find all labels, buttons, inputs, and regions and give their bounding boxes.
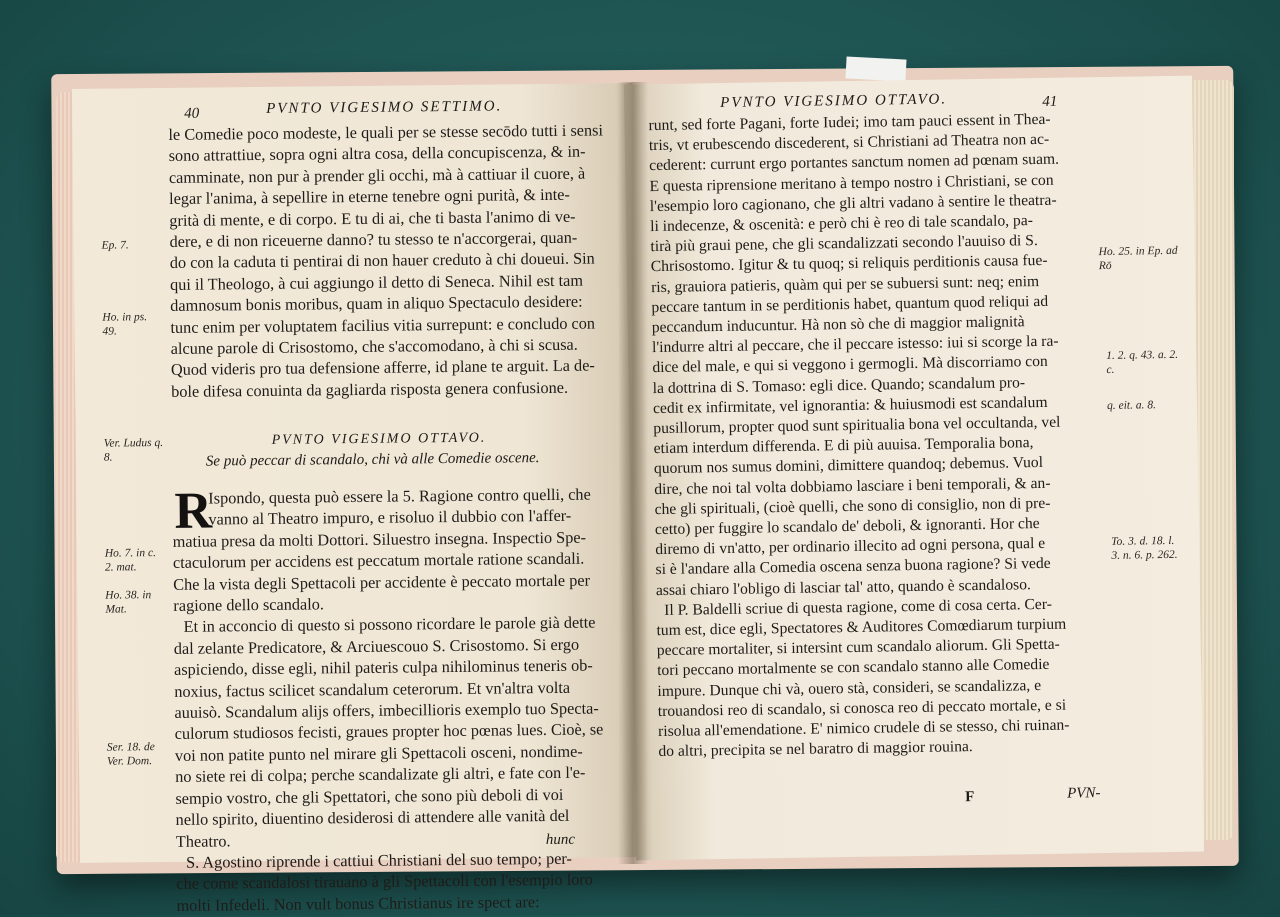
- text-line: Che la vista degli Spettacoli per accidente è peccato mortale per: [173, 570, 591, 594]
- text-line: dire, che noi tal volta dobbiamo lasciare i beni temporali, & an-: [654, 474, 1051, 498]
- text-line: tori peccano mortalmente se con scandalo stanno alle Comedie: [657, 656, 1050, 680]
- margin-note: Ser. 18. de Ver. Dom.: [106, 741, 155, 768]
- text-line: le Comedie poco modeste, le quali per se stesse secōdo tutti i sensi: [168, 120, 604, 144]
- text-line: trouandosi reo di scandalo, si conosca reo di peccato mortale, e si: [657, 696, 1067, 720]
- paper-slip: [845, 56, 906, 81]
- right-catchword: PVN-: [1067, 785, 1101, 802]
- text-line: auuisò. Scandalum alijs offers, imbecillioris exemplo tuo Specta-: [174, 698, 599, 722]
- text-line: qui il Theologo, à cui aggiungo il detto di Seneca. Nihil est tam: [169, 270, 584, 294]
- text-line: aspiciendo, disse egli, nihil pateris culpa nihilominus teneris ob-: [173, 655, 593, 680]
- margin-note: Ver. Ludus q. 8.: [103, 437, 164, 464]
- text-line: pusillorum, propter quod sunt spiritualia bona vel occultanda, vel: [653, 413, 1061, 438]
- text-line: che come scandalosi tirauano à gli Spettacoli con l'esempio loro: [176, 869, 593, 894]
- text-line: sempio vostro, che gli Spettatori, che sono più deboli di voi: [175, 784, 564, 808]
- margin-note: q. eit. a. 8.: [1106, 399, 1157, 412]
- text-line: ragione dello scandalo.: [173, 594, 325, 615]
- margin-note: Ho. in ps. 49.: [102, 311, 148, 338]
- margin-note: 1. 2. q. 43. a. 2. c.: [1106, 348, 1179, 376]
- text-line: li indecenze, & oscenità: e però chi è reo di tale scandalo, pa-: [650, 212, 1034, 236]
- text-line: diremo di vn'atto, per ordinario illecito ad ogni persona, qual e: [655, 535, 1046, 559]
- text-line: grità di mente, e di corpo. E tu di ai, che ti basta l'animo di ve-: [169, 206, 576, 230]
- text-line: Il P. Baldelli scriue di questa ragione, come di cosa certa. Cer-: [664, 595, 1052, 619]
- text-line: che gli spirituali, (cioè quelli, che sono di consiglio, non di pre-: [654, 494, 1051, 518]
- text-line: tunc enim per voluptatem facilius vitia surrepunt: e concludo con: [170, 313, 596, 337]
- text-line: impure. Dunque chi và, ouero stà, consideri, se scandalizza, e: [657, 676, 1042, 700]
- margin-note: Ho. 25. in Ep. ad Rō: [1098, 244, 1178, 273]
- text-line: Et in acconcio di questo si possono ricordare le parole già dette: [183, 612, 596, 637]
- text-line: ris, grauiora patieris, quàm qui per se subuersi sunt: neq; enim: [650, 272, 1040, 296]
- left-page: [72, 83, 640, 915]
- text-line: si è l'andare alla Comedia oscena senza buona ragione? Si vede: [655, 555, 1051, 579]
- section-subtitle: Se può peccar di scandalo, chi và alle Comedie oscene.: [205, 450, 540, 470]
- text-line: S. Agostino riprende i cattiui Christiani del suo tempo; per-: [185, 848, 573, 872]
- text-line: vanno al Theatro impuro, e risoluo il dubbio con l'affer-: [208, 506, 572, 529]
- text-line: E questa riprensione meritano à tempo nostro i Christiani, se con: [649, 171, 1054, 195]
- text-line: peccare tantum in se perditionis habet, quantum quod reliqui ad: [651, 292, 1049, 316]
- text-line: camminate, non pur à prender gli occhi, mà à cattiuar il cuore, à: [168, 163, 586, 187]
- section-title: PVNTO VIGESIMO OTTAVO.: [271, 430, 487, 448]
- text-line: matiua presa da molti Dottori. Siluestro insegna. Inspectio Spe-: [172, 527, 587, 551]
- text-line: culorum studiosos fecisti, graues propter hoc pœnas lues. Cioè, se: [174, 719, 604, 744]
- right-page: [624, 76, 1204, 861]
- text-line: do altri, precipita se nel baratro di maggior rouina.: [658, 738, 973, 761]
- text-line: Ispondo, questa può essere la 5. Ragione contro quelli, che: [208, 484, 591, 508]
- text-line: legar l'anima, à sepellire in eterne tenebre ogni purità, & inte-: [169, 184, 570, 209]
- text-line: Chrisostomo. Igitur & tu quoq; si reliquis perditionis causa fue-: [650, 252, 1048, 276]
- margin-note: Ho. 38. in Mat.: [105, 589, 152, 616]
- text-line: tirà più graui pene, che gli scandalizzati secondo l'auuiso di S.: [650, 232, 1038, 256]
- left-catchword: hunc: [545, 831, 576, 849]
- text-line: do con la caduta ti pentirai di non hauer creduto à chi doueui. Sin: [169, 248, 595, 273]
- text-line: voi non patite punto nel mirare gli Spettacoli osceni, nondime-: [174, 741, 583, 765]
- text-line: assai chiaro l'obligo di lasciar tal' atto, quando è scandaloso.: [655, 575, 1031, 599]
- left-running-header: PVNTO VIGESIMO SETTIMO.: [266, 98, 503, 117]
- right-running-header: PVNTO VIGESIMO OTTAVO.: [720, 91, 948, 111]
- text-line: cederent: currunt ergo portantes sanctum nomen ad pœnam suam.: [649, 151, 1060, 175]
- signature-mark: F: [965, 789, 975, 806]
- left-page-number: 40: [184, 105, 200, 122]
- text-line: runt, sed forte Pagani, forte Iudei; imo tam pauci essent in Thea-: [648, 110, 1051, 135]
- text-line: la dottrina di S. Tomaso: egli dice. Quando; scandalum pro-: [652, 373, 1026, 397]
- text-line: no siete rei di colpa; perche scandalizate gli altri, e fate con l'e-: [175, 762, 586, 787]
- text-line: damnosum bonis moribus, quam in aliquo Spectaculo desidere:: [170, 291, 583, 316]
- text-line: l'indurre altri al peccare, che il peccare istesso: iui si scorge la ra-: [651, 332, 1059, 357]
- text-line: risolua all'emendatione. E' nimico crudele di se stesso, chi ruinan-: [657, 716, 1070, 741]
- text-line: dal zelante Predicatore, & Arciuescouo S. Crisostomo. Si ergo: [173, 634, 580, 658]
- margin-note: Ho. 7. in c. 2. mat.: [104, 547, 157, 574]
- text-line: ctaculorum per accidens est peccatum mortale ratione scandali.: [172, 548, 585, 573]
- text-line: Quod videris pro tua defensione afferre, id plane te arguit. La de-: [170, 355, 595, 380]
- text-line: dere, e di non riceuerne danno? tu stesso te n'accorgerai, quan-: [169, 227, 578, 251]
- right-text: [648, 110, 1069, 763]
- text-line: nello spirito, diuentino desiderosi di attendere alle vanità del: [175, 805, 570, 830]
- text-line: alcune parole di Crisostomo, che s'accomodano, à chi si scusa.: [170, 334, 578, 358]
- text-line: noxius, factus scilicet scandalum ceterorum. Et vn'altra volta: [174, 677, 571, 701]
- book-gutter: [618, 82, 648, 864]
- text-line: tris, vt erubescendo discederent, si Christiani ad Theatra non ac-: [648, 131, 1050, 155]
- text-line: etiam interdum differenda. E di più auuisa. Temporalia bona,: [653, 434, 1034, 458]
- text-line: sono attrattiue, sopra ogni altra cosa, della concupiscenza, & in-: [168, 141, 586, 166]
- margin-note: Ep. 7.: [101, 239, 129, 252]
- text-line: cetto) per fuggire lo scandalo de' deboli, & ignoranti. Hor che: [654, 515, 1040, 539]
- text-line: l'esempio loro cagionano, che gli altri vadano à sentire le theatra-: [649, 191, 1057, 215]
- left-text-top: [168, 119, 605, 402]
- drop-cap: R: [174, 482, 213, 540]
- text-line: dice del male, e qui si veggono i germogli. Mà discorriamo con: [652, 353, 1048, 377]
- text-line: cedit ex infirmitate, vel ignorantia: & huiusmodi est scandalum: [652, 393, 1048, 417]
- right-page-number: 41: [1042, 93, 1058, 110]
- text-line: tum est, dice egli, Spectatores & Auditores Comœdiarum turpium: [656, 615, 1067, 640]
- text-line: quorum nos sumus domini, dimittere quandoq; debemus. Vuol: [653, 454, 1044, 478]
- text-line: peccare mortaliter, si intersint cum scandalo aliorum. Gli Spetta-: [656, 636, 1060, 660]
- margin-note: To. 3. d. 18. l. 3. n. 6. p. 262.: [1111, 534, 1178, 562]
- text-line: bole difesa conuinta da gagliarda risposta genera confusione.: [171, 377, 569, 401]
- text-line: peccandum inducuntur. Hà non sò che di maggior malignità: [651, 313, 1025, 337]
- left-text-body: [172, 483, 605, 916]
- text-line: molti Infedeli. Non vult bonus Christianus ire spect are:: [176, 891, 540, 915]
- text-line: Theatro.: [175, 830, 231, 851]
